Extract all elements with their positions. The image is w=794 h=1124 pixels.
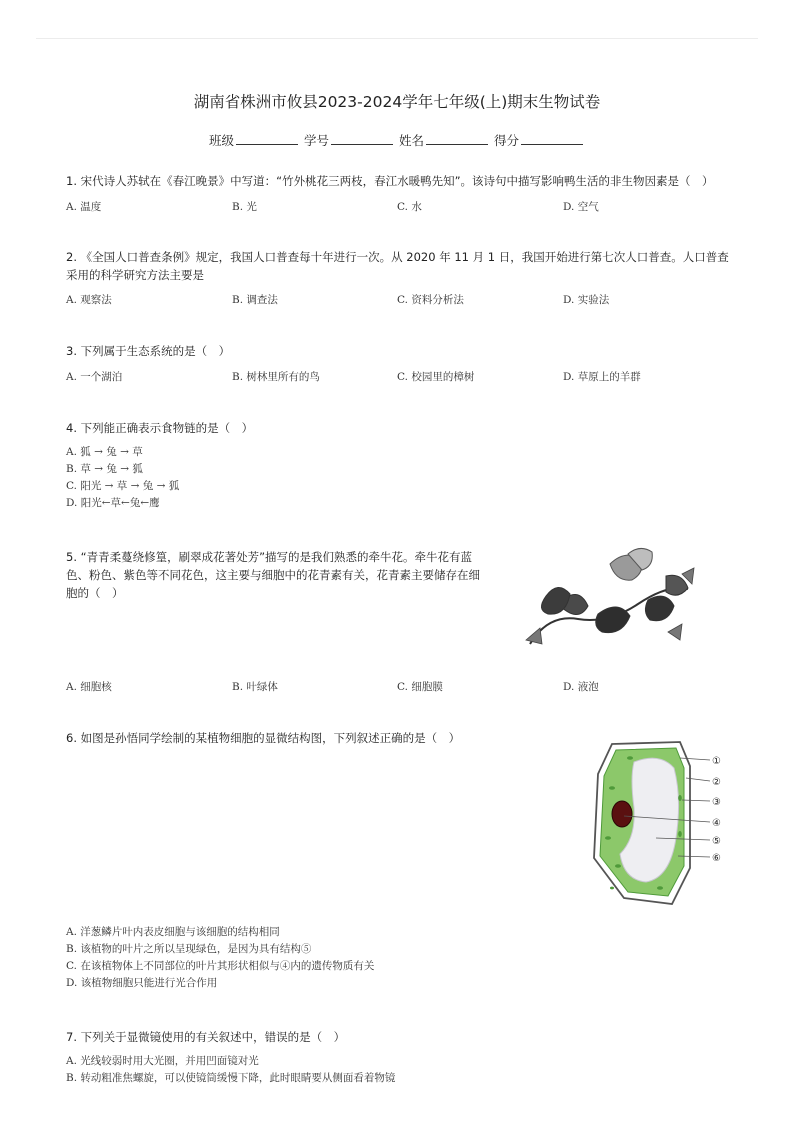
option-b[interactable]: B. 调查法 bbox=[232, 294, 278, 306]
option-c[interactable]: C. 校园里的樟树 bbox=[397, 371, 475, 383]
option-d[interactable]: D. 该植物细胞只能进行光合作用 bbox=[66, 977, 218, 989]
question-3-stem: 3. 下列属于生态系统的是（ ） bbox=[66, 344, 231, 358]
question-6-options bbox=[66, 924, 736, 992]
field-class-label: 班级 bbox=[208, 133, 234, 148]
question-6-stem: 6. 如图是孙悟同学绘制的某植物细胞的显微结构图，下列叙述正确的是（ ） bbox=[66, 731, 461, 745]
field-name-label: 姓名 bbox=[398, 133, 424, 148]
option-b[interactable]: B. 叶绿体 bbox=[232, 681, 278, 693]
cell-label-4: ④ bbox=[712, 818, 721, 829]
question-5-stem-line-3: 胞的（ ） bbox=[66, 586, 124, 600]
option-a[interactable]: A. 一个湖泊 bbox=[66, 371, 123, 383]
option-c[interactable]: C. 阳光 → 草 → 兔 → 狐 bbox=[66, 480, 180, 492]
cell-label-5: ⑤ bbox=[712, 836, 721, 847]
option-d[interactable]: D. 实验法 bbox=[563, 294, 610, 306]
option-b[interactable]: B. 该植物的叶片之所以呈现绿色，是因为具有结构⑤ bbox=[66, 943, 312, 955]
option-b[interactable]: B. 光 bbox=[232, 201, 257, 213]
option-a[interactable]: A. 光线较弱时用大光圈，并用凹面镜对光 bbox=[66, 1055, 259, 1067]
option-a[interactable]: A. 观察法 bbox=[66, 294, 112, 306]
option-a[interactable]: A. 狐 → 兔 → 草 bbox=[66, 446, 143, 458]
cell-label-2: ② bbox=[712, 777, 721, 788]
option-c[interactable]: C. 细胞膜 bbox=[397, 681, 443, 693]
question-1-stem: 1. 宋代诗人苏轼在《春江晚景》中写道：“竹外桃花三两枝，春江水暖鸭先知”。该诗句中描写影响鸭生活的非生物因素是（ ） bbox=[66, 174, 714, 188]
field-class-blank[interactable] bbox=[236, 132, 298, 145]
question-7-options bbox=[66, 1053, 736, 1087]
cell-label-1: ① bbox=[712, 756, 721, 767]
option-d[interactable]: D. 液泡 bbox=[563, 681, 599, 693]
top-rule bbox=[36, 38, 758, 39]
cell-label-3: ③ bbox=[712, 797, 721, 808]
morning-glory-image bbox=[518, 544, 698, 664]
option-b[interactable]: B. 草 → 兔 → 狐 bbox=[66, 463, 143, 475]
question-5 bbox=[66, 548, 496, 602]
field-id-label: 学号 bbox=[303, 133, 329, 148]
field-id-blank[interactable] bbox=[331, 132, 393, 145]
option-a[interactable]: A. 温度 bbox=[66, 201, 102, 213]
question-6 bbox=[66, 729, 460, 747]
question-2-stem-line-2: 采用的科学研究方法主要是 bbox=[66, 268, 204, 282]
option-c[interactable]: C. 水 bbox=[397, 201, 422, 213]
question-7 bbox=[66, 1028, 345, 1046]
field-score-blank[interactable] bbox=[521, 132, 583, 145]
field-name-blank[interactable] bbox=[426, 132, 488, 145]
question-4-options bbox=[66, 444, 736, 512]
option-b[interactable]: B. 树林里所有的鸟 bbox=[232, 371, 320, 383]
option-c[interactable]: C. 在该植物体上不同部位的叶片其形状相似与④内的遗传物质有关 bbox=[66, 960, 375, 972]
question-7-stem: 7. 下列关于显微镜使用的有关叙述中，错误的是（ ） bbox=[66, 1030, 346, 1044]
nucleus bbox=[612, 801, 632, 827]
cell-label-6: ⑥ bbox=[712, 853, 721, 864]
question-1 bbox=[66, 172, 714, 190]
question-4 bbox=[66, 419, 253, 437]
page-title: 湖南省株洲市攸县2023-2024学年七年级(上)期末生物试卷 bbox=[193, 93, 601, 111]
question-5-stem-line-2: 色、粉色、紫色等不同花色，这主要与细胞中的花青素有关，花青素主要储存在细 bbox=[66, 568, 480, 582]
option-d[interactable]: D. 空气 bbox=[563, 201, 599, 213]
student-info-line bbox=[0, 131, 794, 149]
question-4-stem: 4. 下列能正确表示食物链的是（ ） bbox=[66, 421, 254, 435]
option-a[interactable]: A. 细胞核 bbox=[66, 681, 112, 693]
question-2-stem-line-1: 2. 《全国人口普查条例》规定，我国人口普查每十年进行一次。从 2020 年 11 月 1 日，我国开始进行第七次人口普查。人口普查 bbox=[66, 250, 729, 264]
field-score-label: 得分 bbox=[493, 133, 519, 148]
option-d[interactable]: D. 草原上的羊群 bbox=[563, 371, 641, 383]
question-2 bbox=[66, 248, 729, 284]
question-5-stem-line-1: 5. “青青柔蔓绕修篁，刷翠成花著处芳”描写的是我们熟悉的牵牛花。牵牛花有蓝 bbox=[66, 550, 473, 564]
option-d[interactable]: D. 阳光←草←兔←鹰 bbox=[66, 497, 160, 509]
plant-cell-diagram bbox=[590, 738, 730, 908]
option-c[interactable]: C. 资料分析法 bbox=[397, 294, 464, 306]
option-a[interactable]: A. 洋葱鳞片叶内表皮细胞与该细胞的结构相同 bbox=[66, 926, 280, 938]
question-3 bbox=[66, 342, 230, 360]
option-b[interactable]: B. 转动粗准焦螺旋，可以使镜筒缓慢下降，此时眼睛要从侧面看着物镜 bbox=[66, 1072, 396, 1084]
